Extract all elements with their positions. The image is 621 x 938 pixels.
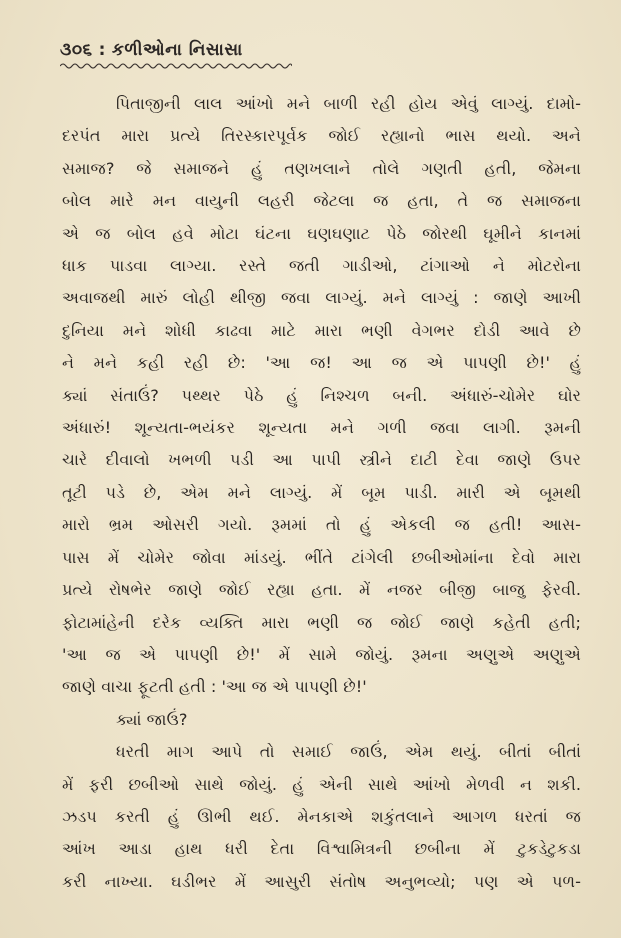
page-number: ૩૦૬ bbox=[60, 40, 93, 60]
header-separator: : bbox=[98, 40, 106, 60]
text-line: ફોટામાંહેની દરેક વ્યક્તિ મારા ભણી જ જોઈ જાણે કહેતી હતી; bbox=[62, 612, 581, 632]
text-line: પિતાજીની લાલ આંખો મને બાળી રહી હોય એવું લાગ્યું. દામો- bbox=[116, 94, 581, 113]
text-line: ઝડપ કરતી હું ઊભી થઈ. મેનકાએ શકુંતલાને આગળ ધરતાં જ bbox=[62, 806, 581, 826]
text-line: ને મને કહી રહી છે: 'આ જ! આ જ એ પાપણી છે!' હું bbox=[62, 353, 581, 373]
text-line: જાણે વાચા ફૂટતી હતી : 'આ જ એ પાપણી છે!' bbox=[62, 677, 367, 697]
text-line: દુનિયા મને શોધી કાઢવા માટે મારા ભણી વેગભર દોડી આવે છે bbox=[62, 320, 581, 340]
running-header bbox=[60, 40, 581, 60]
text-line: ક્યાં સંતાઉં? પથ્થર પેઠે હું નિશ્ચળ બની. અંધારું-ચોમેર ઘોર bbox=[62, 385, 581, 405]
text-line: અવાજથી મારું લોહી થીજી જવા લાગ્યું. મને લાગ્યું : જાણે આખી bbox=[62, 288, 581, 308]
text-line: અંધારું! શૂન્યતા-ભયંકર શૂન્યતા મને ગળી જવા લાગી. રૂમની bbox=[62, 418, 581, 438]
text-line: તૂટી પડે છે, એમ મને લાગ્યું. મેં બૂમ પાડી. મારી એ બૂમથી bbox=[62, 482, 581, 502]
text-line: ચારે દીવાલો ખભળી પડી આ પાપી સ્ત્રીને દાટી દેવા જાણે ઉપર bbox=[62, 450, 581, 470]
text-line: મારો ભ્રમ ઓસરી ગયો. રૂમમાં તો હું એકલી જ હતી! આસ- bbox=[62, 515, 581, 535]
text-line: ધાક પાડવા લાગ્યા. રસ્તે જતી ગાડીઓ, ટાંગાઓ ને મોટરોના bbox=[62, 256, 581, 276]
text-line: એ જ બોલ હવે મોટા ઘંટના ઘણઘણાટ પેઠે જોરથી ઘૂમીને કાનમાં bbox=[62, 223, 581, 243]
text-line: પ્રત્યે રોષભેર જાણે જોઈ રહ્યા હતા. મેં નજર બીજી બાજુ ફેરવી. bbox=[62, 580, 581, 600]
paragraph-2 bbox=[62, 736, 581, 898]
text-line: પાસ મેં ચોમેર જોવા માંડયું. ભીંતે ટાંગેલી છબીઓમાંના દેવો મારા bbox=[62, 547, 581, 567]
text-line: મેં ફરી છબીઓ સાથે જોયું. હું એની સાથે આંખો મેળવી ન શકી. bbox=[62, 774, 581, 794]
text-line: કરી નાખ્યા. ઘડીભર મેં આસુરી સંતોષ અનુભવ્યો; પણ એ પળ- bbox=[62, 871, 581, 891]
chapter-title: કળીઓના નિસાસા bbox=[111, 40, 243, 60]
text-line: ધરતી માગ આપે તો સમાઈ જાઉં, એમ થયું. બીતાં બીતાં bbox=[116, 742, 581, 762]
text-line: સમાજ? જે સમાજને હું તણખલાને તોલે ગણતી હતી, જેમના bbox=[62, 158, 581, 178]
wavy-underline bbox=[60, 62, 292, 70]
paragraph-1 bbox=[62, 88, 581, 704]
text-line: બોલ મારે મન વાયુની લહરી જેટલા જ હતા, તે જ સમાજના bbox=[62, 191, 581, 211]
short-line: ક્યાં જાઉં? bbox=[116, 709, 188, 729]
text-line: દરપંત મારા પ્રત્યે તિરસ્કારપૂર્વક જોઈ રહ્યાનો ભાસ થયો. અને bbox=[62, 126, 581, 146]
text-line: 'આ જ એ પાપણી છે!' મેં સામે જોયું. રૂમના અણુએ અણુએ bbox=[62, 644, 581, 664]
text-line: આંખ આડા હાથ ધરી દેતા વિશ્વામિત્રની છબીના મેં ટુકડેટુકડા bbox=[62, 839, 581, 859]
